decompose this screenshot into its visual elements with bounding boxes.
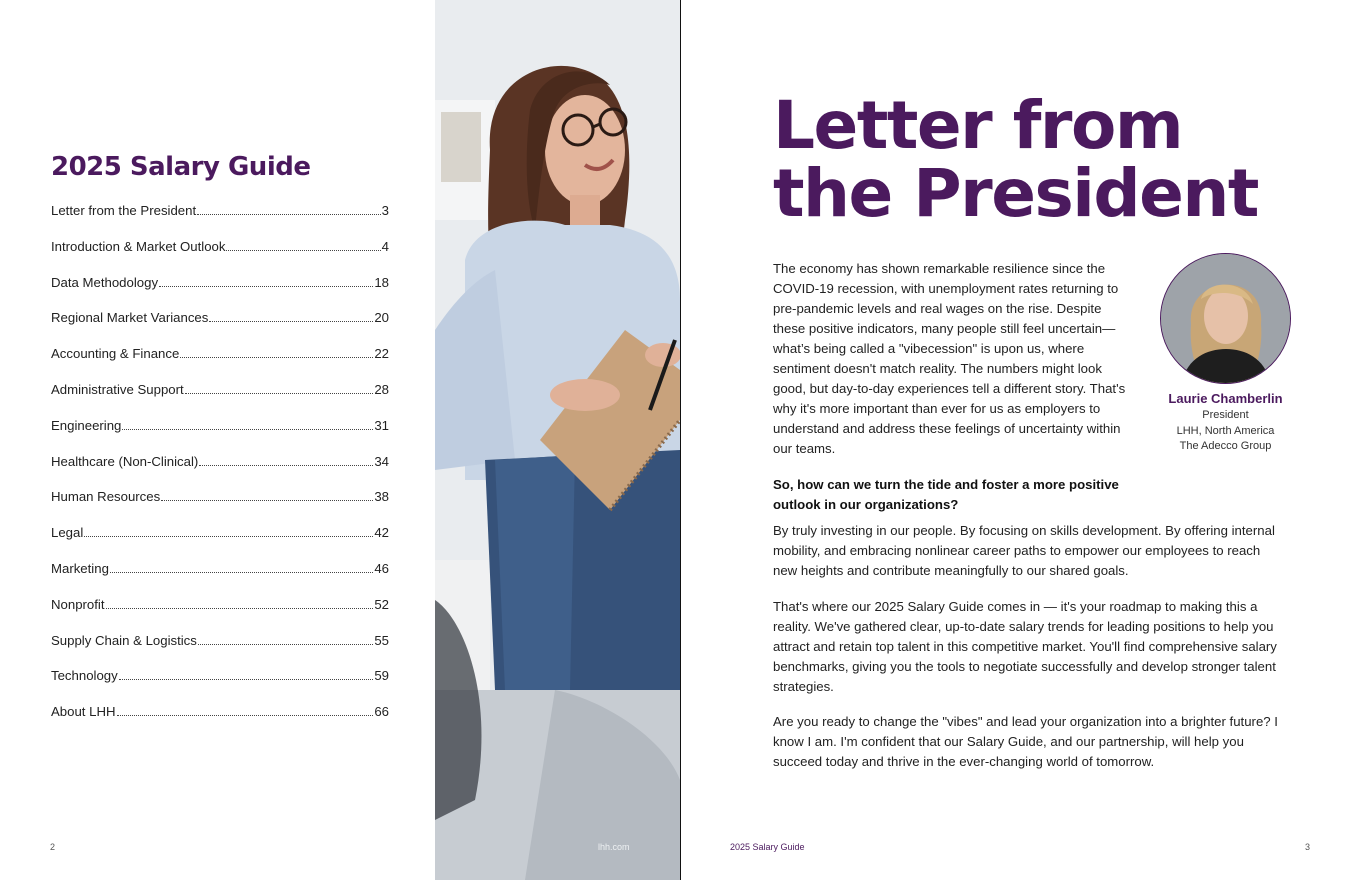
- toc-item-label: Administrative Support: [51, 381, 184, 397]
- toc-item-label: Engineering: [51, 417, 122, 433]
- toc-item-label: Introduction & Market Outlook: [51, 238, 226, 254]
- letter-question: So, how can we turn the tide and foster a more positive outlook in our organizations?: [773, 477, 1119, 512]
- toc-item-label: Marketing: [51, 560, 109, 576]
- left-page: [0, 0, 435, 880]
- toc-item-page: 28: [374, 381, 389, 397]
- toc-item-label: About LHH: [51, 704, 116, 720]
- toc-item[interactable]: [51, 525, 389, 561]
- toc-item-label: Accounting & Finance: [51, 346, 180, 362]
- toc-item-page: 55: [374, 632, 389, 648]
- toc-leader-dots: [197, 205, 381, 215]
- toc-item-label: Nonprofit: [51, 596, 105, 612]
- toc-item[interactable]: [51, 633, 389, 669]
- toc-item-page: 4: [381, 238, 389, 254]
- toc-item-label: Technology: [51, 668, 118, 684]
- page-number-right: 3: [1305, 842, 1311, 852]
- toc-title: 2025 Salary Guide: [51, 152, 311, 182]
- toc-item-page: 46: [374, 560, 389, 576]
- toc-item-page: 42: [374, 525, 389, 541]
- toc-item[interactable]: [51, 418, 389, 454]
- toc-item-page: 66: [374, 704, 389, 720]
- signature-org: LHH, North America: [1176, 424, 1275, 437]
- toc-leader-dots: [122, 420, 373, 430]
- photo-illustration: [435, 0, 680, 880]
- letter-paragraph-2: By truly investing in our people. By focusing on skills development. By offering internal mobility, and embracing nonlinear career paths to empower our employees to reach new heights and contribute meaningfully to our shared goals.: [773, 523, 1275, 578]
- toc-item-page: 34: [374, 453, 389, 469]
- toc-item[interactable]: [51, 704, 389, 740]
- letter-title-line2: the President: [773, 155, 1258, 232]
- signature-block: [1153, 390, 1298, 455]
- toc-leader-dots: [199, 456, 373, 466]
- president-avatar: [1160, 253, 1291, 384]
- toc-item-label: Letter from the President: [51, 203, 197, 218]
- toc-leader-dots: [185, 384, 374, 394]
- toc-item[interactable]: [51, 382, 389, 418]
- president-portrait-icon: [1161, 254, 1291, 384]
- toc-leader-dots: [117, 706, 374, 716]
- table-of-contents: [51, 203, 389, 740]
- toc-leader-dots: [110, 563, 373, 573]
- toc-item-page: 38: [374, 489, 389, 505]
- letter-paragraph-4: Are you ready to change the "vibes" and lead your organization into a brighter future? I know I am. I'm confident that our Salary Guide, and our partnership, will help you succeed today and thrive in the ever-changing world of tomorrow.: [773, 714, 1278, 769]
- toc-item[interactable]: [51, 346, 389, 382]
- signature-group: The Adecco Group: [1179, 440, 1272, 452]
- footer-guide-title: 2025 Salary Guide: [730, 842, 805, 852]
- toc-leader-dots: [161, 491, 373, 501]
- toc-item-label: Legal: [51, 525, 84, 541]
- toc-item[interactable]: [51, 489, 389, 525]
- toc-leader-dots: [119, 670, 374, 680]
- signature-name: Laurie Chamberlin: [1168, 391, 1283, 406]
- letter-paragraph-1: The economy has shown remarkable resilience since the COVID-19 recession, with unemployment rates returning to pre-pandemic levels and real wages on the rise. Despite these positive indicators, many people still feel uncertain—what’s being called a "vibecession" is upon us, where sentiment doesn't match reality. The numbers might look good, but day-to-day experiences tell a different story. That's why it's more important than ever for us as employers to understand and address these feelings of uncertainty within our teams.: [773, 261, 1126, 456]
- website-footer: lhh.com: [598, 842, 630, 852]
- toc-item[interactable]: [51, 597, 389, 633]
- toc-leader-dots: [209, 312, 373, 322]
- toc-item[interactable]: [51, 310, 389, 346]
- toc-item[interactable]: [51, 275, 389, 311]
- toc-item-label: Data Methodology: [51, 274, 159, 290]
- toc-leader-dots: [180, 348, 373, 358]
- toc-item[interactable]: [51, 239, 389, 275]
- toc-item[interactable]: [51, 454, 389, 490]
- toc-leader-dots: [226, 241, 380, 251]
- signature-title: President: [1202, 409, 1249, 421]
- toc-item[interactable]: [51, 668, 389, 704]
- toc-item-page: 18: [374, 274, 389, 290]
- toc-item-label: Regional Market Variances: [51, 310, 209, 326]
- right-page: [681, 0, 1360, 880]
- toc-item-page: 59: [374, 668, 389, 684]
- toc-item-label: Human Resources: [51, 489, 161, 505]
- toc-item[interactable]: [51, 561, 389, 597]
- letter-paragraph-3: That's where our 2025 Salary Guide comes in — it's your roadmap to making this a reality. We've gathered clear, up-to-date salary trends for leading positions to help you attract and retain top talent in this competitive market. You'll find comprehensive salary benchmarks, giving you the tools to negotiate successfully and develop stronger talent strategies.: [773, 599, 1277, 694]
- toc-leader-dots: [198, 635, 373, 645]
- toc-leader-dots: [84, 527, 373, 537]
- toc-item-page: 20: [374, 310, 389, 326]
- toc-leader-dots: [159, 277, 373, 287]
- letter-title: [773, 87, 1258, 232]
- toc-item[interactable]: [51, 203, 389, 239]
- toc-leader-dots: [106, 599, 374, 609]
- letter-title-line1: Letter from: [773, 87, 1183, 164]
- toc-item-page: 52: [374, 596, 389, 612]
- page-number-left: 2: [50, 842, 56, 852]
- toc-item-label: Healthcare (Non-Clinical): [51, 453, 199, 469]
- toc-item-label: Supply Chain & Logistics: [51, 632, 197, 648]
- toc-item-page: 3: [381, 203, 389, 218]
- toc-item-page: 31: [374, 417, 389, 433]
- toc-item-page: 22: [374, 346, 389, 362]
- woman-with-notebook-photo: [435, 0, 680, 880]
